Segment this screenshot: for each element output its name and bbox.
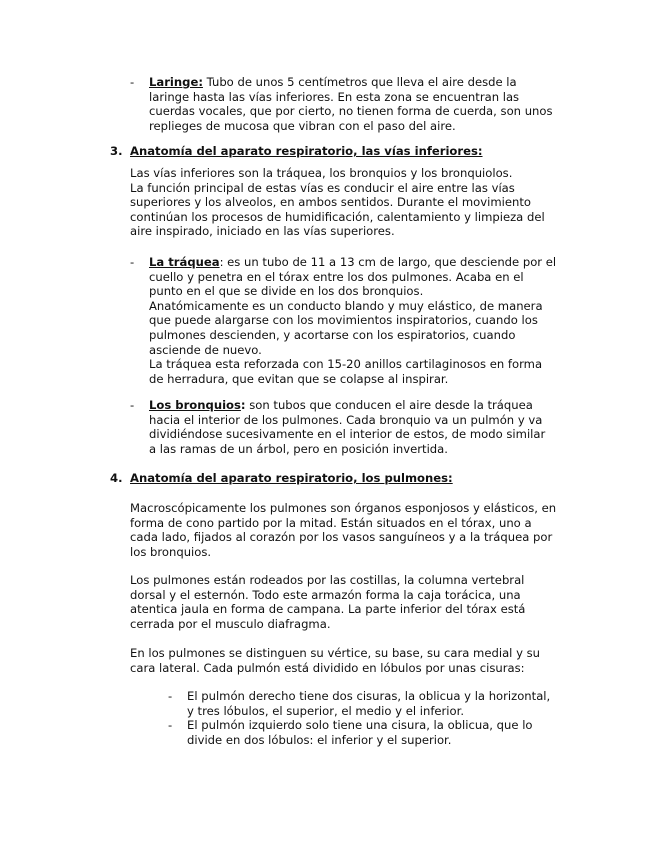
term-bronquios-colon: : bbox=[240, 398, 246, 412]
laringe-paragraph bbox=[149, 75, 553, 133]
bronquios-text: son tubos que conducen el aire desde la tráquea hacia el interior de los pulmones. Cada bronquio va un pulmón y va dividiéndose sucesivamente en el interior de estos, de modo similar a las ramas de un árbol, pero en posición invertida. bbox=[149, 398, 546, 456]
section-4-paragraph-2: Los pulmones están rodeados por las costillas, la columna vertebral dorsal y el esternón. Todo este armazón forma la caja torácica, una atentica jaula en forma de campana. La parte inferior del tórax está cerrada por el musculo diafragma. bbox=[130, 573, 526, 631]
section-4-paragraph-3: En los pulmones se distinguen su vértice, su base, su cara medial y su cara lateral. Cada pulmón está dividido en lóbulos por unas cisuras: bbox=[130, 646, 541, 675]
bullet-dash: - bbox=[130, 255, 135, 269]
section-3-heading: Anatomía del aparato respiratorio, las vías inferiores: bbox=[130, 144, 483, 158]
list-item-left-lung: El pulmón izquierdo solo tiene una cisura, la oblicua, que lo divide en dos lóbulos: el inferior y el superior. bbox=[187, 718, 533, 747]
section-3-number: 3. bbox=[110, 144, 123, 158]
traquea-text: : es un tubo de 11 a 13 cm de largo, que desciende por el cuello y penetra en el tórax entre los dos pulmones. Acaba en el punto en el que se divide en los dos bronquios. Anatómicamente es un conducto blando y muy elástico, de manera que puede alargarse con los movimientos inspiratorios, cuando los pulmones descienden, y acortarse con los espiratorios, cuando asciende de nuevo. La tráquea esta reforzada con 15-20 anillos cartilaginosos en forma de herradura, que evitan que se colapse al inspirar. bbox=[149, 255, 557, 386]
section-3-intro: Las vías inferiores son la tráquea, los bronquios y los bronquiolos. La función principal de estas vías es conducir el aire entre las vías superiores y los alveolos, en ambos sentidos. Durante el movimiento continúan los procesos de humidificación, calentamiento y limpieza del aire inspirado, iniciado en las vías superiores. bbox=[130, 166, 545, 239]
bullet-dash: - bbox=[130, 398, 135, 412]
section-4-number: 4. bbox=[110, 471, 123, 485]
bronquios-paragraph bbox=[149, 398, 545, 456]
list-item-right-lung: El pulmón derecho tiene dos cisuras, la oblicua y la horizontal, y tres lóbulos, el superior, el medio y el inferior. bbox=[187, 689, 551, 718]
term-laringe: Laringe: bbox=[149, 75, 203, 89]
laringe-text: Tubo de unos 5 centímetros que lleva el aire desde la laringe hasta las vías inferiores. En esta zona se encuentran las cuerdas vocales, que por cierto, no tienen forma de cuerda, son unos replieges de mucosa que vibran con el paso del aire. bbox=[149, 75, 553, 133]
bullet-dash: - bbox=[168, 718, 173, 732]
section-4-heading: Anatomía del aparato respiratorio, los pulmones: bbox=[130, 471, 453, 485]
bullet-dash: - bbox=[130, 75, 135, 89]
section-4-paragraph-1: Macroscópicamente los pulmones son órganos esponjosos y elásticos, en forma de cono partido por la mitad. Están situados en el tórax, uno a cada lado, fijados al corazón por los vasos sanguíneos y a la tráquea por los bronquios. bbox=[130, 501, 557, 559]
term-bronquios: Los bronquios bbox=[149, 398, 241, 412]
bullet-dash: - bbox=[168, 689, 173, 703]
term-traquea: La tráquea bbox=[149, 255, 220, 269]
traquea-paragraph bbox=[149, 255, 556, 386]
